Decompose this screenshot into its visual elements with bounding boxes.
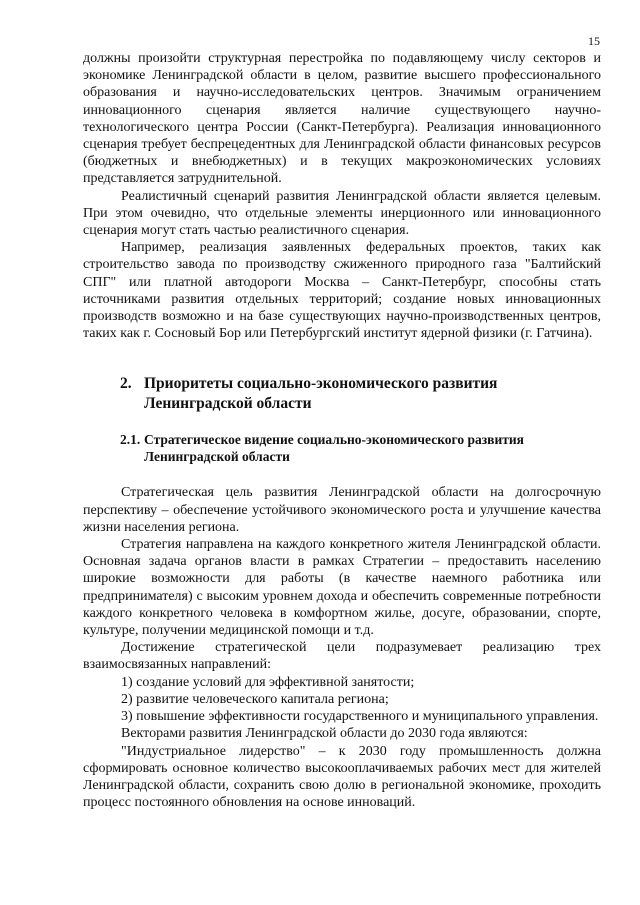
subsection-heading-title: Стратегическое видение социально-экономического развития Ленинградской области: [144, 432, 524, 465]
paragraph-strategic-goal: Стратегическая цель развития Ленинградской области на долгосрочную перспективу – обеспечение устойчивого экономического роста и улучшение качества жизни населения региона.: [83, 485, 601, 535]
paragraph-realistic-scenario: Реалистичный сценарий развития Ленинградской области является целевым. При этом очевидно, что отдельные элементы инерционного или инновационного сценария могут стать частью реалистичного сценария.: [83, 188, 601, 239]
paragraph-vectors-intro: Векторами развития Ленинградской области до 2030 года являются:: [121, 726, 528, 742]
section-heading-2-number: 2.: [120, 375, 132, 393]
section-heading-2-title: Приоритеты социально-экономического развития Ленинградской области: [144, 375, 498, 413]
section-heading-2: [83, 374, 601, 414]
subsection-heading-2-1: [83, 431, 601, 465]
paragraph-federal-projects: Например, реализация заявленных федеральных проектов, таких как строительство завода по производству сжиженного природного газа "Балтийский СПГ" или платной автодороги Москва – Санкт-Петербург, способны стать источниками развития отдельных территорий; создание новых инновационных производств возможно и на базе существующих научно-производственных центров, таких как г. Сосновый Бор или Петербургский институт ядерной физики (г. Гатчина).: [83, 240, 601, 342]
list-item: 1) создание условий для эффективной занятости;: [121, 674, 415, 690]
list-item: 2) развитие человеческого капитала региона;: [121, 691, 389, 707]
paragraph-strategy-target: Стратегия направлена на каждого конкретного жителя Ленинградской области. Основная задача органов власти в рамках Стратегии – предоставить населению широкие возможности для работы (в качестве наемного работника или предпринимателя) с высоким уровнем дохода и обеспечить современные потребности каждого конкретного человека в комфортном жилье, досуге, образовании, спорте, культуре, получении медицинской помощи и т.д.: [83, 537, 601, 639]
paragraph-continuation: должны произойти структурная перестройка по подавляющему числу секторов и экономике Ленинградской области в целом, развитие высшего профессионального образования и научно-исследовательских центров. Значимым ограничением инновационного сценария является наличие существующего научно-технологического центра России (Санкт-Петербурга). Реализация инновационного сценария требует беспрецедентных для Ленинградской области финансовых ресурсов (бюджетных и внебюджетных) и в текущих макроэкономических условиях представляется затруднительной.: [83, 51, 601, 187]
subsection-heading-number: 2.1.: [120, 432, 141, 448]
paragraph-directions-intro: Достижение стратегической цели подразумевает реализацию трех взаимосвязанных направлений:: [83, 640, 601, 673]
page-number: 15: [588, 34, 600, 48]
list-item: 3) повышение эффективности государственного и муниципального управления.: [121, 709, 599, 725]
paragraph-industrial-leadership: "Индустриальное лидерство" – к 2030 году промышленность должна сформировать основное количество высокооплачиваемых рабочих мест для жителей Ленинградской области, сохранить свою долю в региональной экономике, проходить процесс постоянного обновления на основе инноваций.: [83, 743, 601, 811]
document-body: [83, 50, 601, 811]
